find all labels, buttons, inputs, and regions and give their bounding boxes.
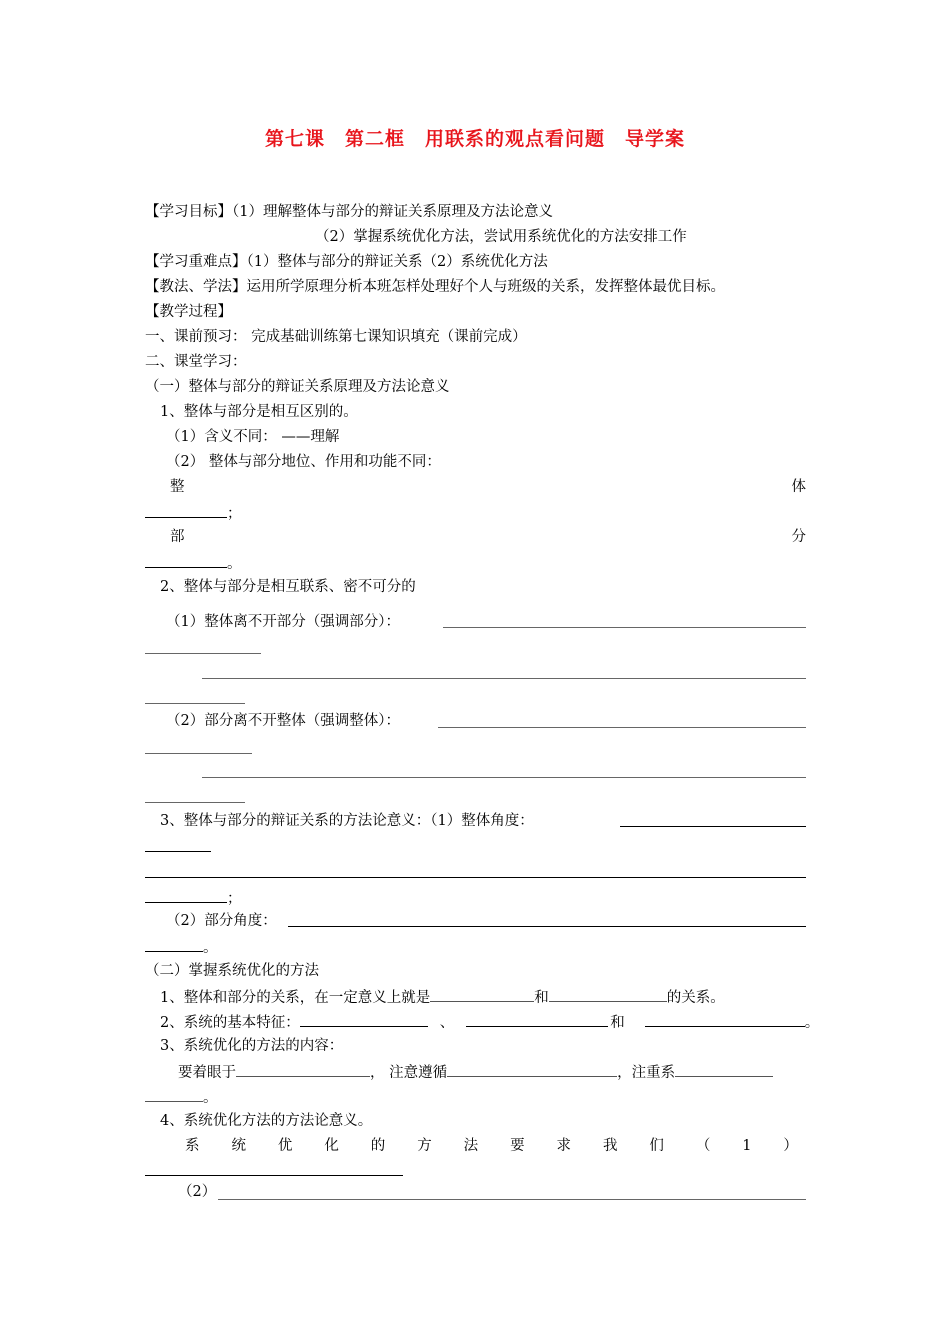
part2-s3-text-a: 要着眼于 bbox=[178, 1065, 236, 1081]
s4-char: 化 bbox=[324, 1138, 339, 1154]
s3-part-blank-b[interactable] bbox=[145, 936, 203, 952]
s3-part-mark: 。 bbox=[203, 940, 218, 956]
part2-s2-text-a: 2、系统的基本特征： bbox=[160, 1015, 300, 1031]
s3-whole-blank-a[interactable] bbox=[620, 826, 806, 827]
key-points-label: 【学习重难点】 bbox=[145, 254, 247, 270]
part-role-line bbox=[170, 527, 806, 547]
part2-s2-blank-b[interactable] bbox=[466, 1011, 608, 1027]
methods-text: 运用所学原理分析本班怎样处理好个人与班级的关系，发挥整体最优目标。 bbox=[246, 279, 725, 295]
whole-role-blank[interactable] bbox=[145, 502, 227, 518]
part2-s3-blank-a[interactable] bbox=[236, 1061, 370, 1077]
s3-whole-mark: ； bbox=[227, 891, 242, 907]
whole-role-mark: ； bbox=[227, 506, 242, 522]
part-start: 部 bbox=[170, 529, 185, 545]
classroom-heading: 二、课堂学习： bbox=[145, 354, 247, 370]
page-title: 第七课 第二框 用联系的观点看问题 导学案 bbox=[264, 128, 685, 150]
objective-item-1: （1）理解整体与部分的辩证关系原理及方法论意义 bbox=[232, 204, 553, 220]
whole-role-blank-line bbox=[145, 502, 242, 524]
s2-1-blank-c[interactable] bbox=[202, 678, 806, 679]
key-points-text: （1）整体与部分的辩证关系（2）系统优化方法 bbox=[246, 254, 548, 270]
s2-1-blank-b[interactable] bbox=[145, 653, 261, 654]
s4-char: 我 bbox=[602, 1138, 618, 1154]
s4-char: 优 bbox=[277, 1138, 293, 1154]
part2-s2-text-b: 、 bbox=[439, 1015, 455, 1031]
part2-s2 bbox=[160, 1011, 819, 1033]
part2-s1-blank-a[interactable] bbox=[430, 986, 534, 1002]
s4-char: （ bbox=[695, 1138, 711, 1154]
whole-start: 整 bbox=[170, 479, 185, 495]
objectives-label: 【学习目标】 bbox=[145, 204, 232, 220]
s2-2-blank-a[interactable] bbox=[438, 727, 806, 728]
part1-s3-2: （2）部分角度： bbox=[166, 913, 277, 929]
whole-end: 体 bbox=[791, 479, 806, 495]
part2-s1 bbox=[160, 986, 725, 1008]
s4-char: 系 bbox=[185, 1138, 200, 1154]
part-role-blank[interactable] bbox=[145, 552, 227, 568]
part2-s1-text-c: 的关系。 bbox=[666, 990, 725, 1006]
part2-s1-blank-b[interactable] bbox=[549, 986, 667, 1002]
s4-char: 统 bbox=[231, 1138, 246, 1154]
part2-s4-blank-b[interactable] bbox=[218, 1199, 806, 1200]
s3-whole-blank-d[interactable] bbox=[145, 887, 227, 903]
part2-s4: 4、系统优化方法的方法论意义。 bbox=[160, 1113, 373, 1129]
s3-part-blank-a[interactable] bbox=[288, 926, 806, 927]
process-label: 【教学过程】 bbox=[145, 304, 232, 320]
part2-s4-spread-line bbox=[185, 1136, 798, 1156]
methods-label: 【教法、学法】 bbox=[145, 279, 247, 295]
part-role-blank-line bbox=[145, 552, 242, 574]
part2-s1-text-a: 1、整体和部分的关系，在一定意义上就是 bbox=[160, 990, 431, 1006]
part2-s3-blank-c[interactable] bbox=[675, 1061, 773, 1077]
s2-2-blank-d[interactable] bbox=[145, 802, 245, 803]
part1-s1-2: （2） 整体与部分地位、作用和功能不同： bbox=[166, 454, 441, 470]
objectives-line-1 bbox=[145, 202, 553, 222]
part2-s2-blank-c[interactable] bbox=[645, 1011, 805, 1027]
s3-whole-blank-b[interactable] bbox=[145, 851, 211, 852]
part2-s4-2: （2） bbox=[178, 1184, 217, 1200]
part2-s2-text-c: 和 bbox=[610, 1015, 625, 1031]
part2-s2-blank-a[interactable] bbox=[300, 1011, 428, 1027]
part2-s3: 3、系统优化的方法的内容： bbox=[160, 1038, 344, 1054]
s2-1-blank-d[interactable] bbox=[145, 703, 245, 704]
s4-char: 的 bbox=[370, 1138, 386, 1154]
part2-s3-blank-d[interactable] bbox=[145, 1086, 203, 1102]
s2-2-blank-b[interactable] bbox=[145, 753, 252, 754]
methods-line bbox=[145, 277, 725, 297]
part2-s2-text-d: 。 bbox=[804, 1015, 820, 1031]
part-role-mark: 。 bbox=[227, 556, 242, 572]
s2-1-blank-a[interactable] bbox=[443, 627, 806, 628]
s4-char: 1 bbox=[742, 1138, 752, 1154]
s3-part-end-line bbox=[145, 936, 218, 958]
part1-s2-1: （1）整体离不开部分（强调部分）： bbox=[166, 614, 400, 630]
key-points-line bbox=[145, 252, 548, 272]
part1-s1-1: （1）含义不同： ——理解 bbox=[166, 429, 340, 445]
s4-char: 要 bbox=[510, 1138, 525, 1154]
part1-s2: 2、整体与部分是相互联系、密不可分的 bbox=[160, 579, 416, 595]
part1-s1: 1、整体与部分是相互区别的。 bbox=[160, 404, 358, 420]
part2-s3-line bbox=[178, 1061, 773, 1083]
s4-char: ） bbox=[783, 1138, 798, 1154]
s4-char: 方 bbox=[417, 1138, 432, 1154]
s4-char: 们 bbox=[649, 1138, 664, 1154]
part2-s1-text-b: 和 bbox=[534, 990, 549, 1006]
s4-char: 求 bbox=[556, 1138, 571, 1154]
s4-char: 法 bbox=[463, 1138, 479, 1154]
part2-s3-end-line bbox=[145, 1086, 218, 1108]
part2-s3-text-b: ， 注意遵循 bbox=[370, 1065, 448, 1081]
preview-line: 一、课前预习： 完成基础训练第七课知识填充（课前完成） bbox=[145, 329, 527, 345]
s3-whole-blank-c[interactable] bbox=[145, 877, 806, 878]
part1-s2-2: （2）部分离不开整体（强调整体）： bbox=[166, 713, 400, 729]
s2-2-blank-c[interactable] bbox=[202, 777, 806, 778]
whole-role-line bbox=[170, 477, 806, 497]
part2-s3-end-mark: 。 bbox=[203, 1090, 218, 1106]
part1-heading: （一）整体与部分的辩证关系原理及方法论意义 bbox=[145, 379, 450, 395]
part2-heading: （二）掌握系统优化的方法 bbox=[145, 963, 319, 979]
part-end: 分 bbox=[791, 529, 806, 545]
part2-s4-blank-a[interactable] bbox=[145, 1175, 403, 1176]
part1-s3: 3、整体与部分的辩证关系的方法论意义：（1）整体角度： bbox=[160, 813, 534, 829]
s3-whole-end-line bbox=[145, 887, 242, 909]
objective-item-2: （2）掌握系统优化方法，尝试用系统优化的方法安排工作 bbox=[315, 229, 687, 245]
part2-s3-text-c: ，注重系 bbox=[617, 1065, 676, 1081]
part2-s3-blank-b[interactable] bbox=[447, 1061, 617, 1077]
